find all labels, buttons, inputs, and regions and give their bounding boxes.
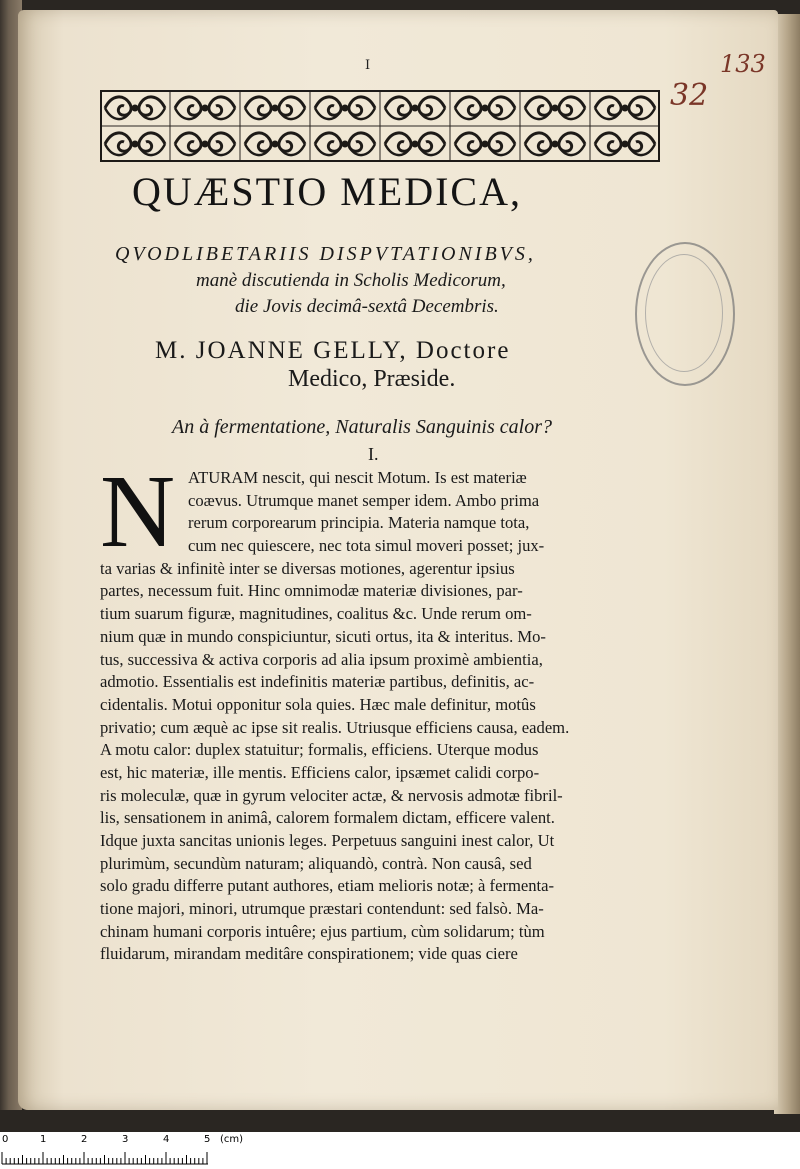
body-text	[100, 467, 660, 966]
body-line: coævus. Utrumque manet semper idem. Ambo prima	[188, 490, 540, 510]
body-line: nium quæ in mundo conspiciuntur, sicuti ortus, ita & interitus. Mo-	[100, 626, 546, 646]
subtitle-line-3: die Jovis decimâ-sextâ Decembris.	[235, 296, 499, 317]
body-line: chinam humani corporis intuêre; ejus partium, cùm solidarum; tùm	[100, 921, 545, 941]
thesis-question: An à fermentatione, Naturalis Sanguinis calor?	[172, 416, 552, 438]
section-number: I.	[368, 444, 379, 464]
body-line: tium suarum figuræ, magnitudines, coalitus &c. Unde rerum om-	[100, 604, 532, 624]
presider-line-1: M. JOANNE GELLY, Doctore	[155, 337, 511, 364]
subtitle-line-1: QVODLIBETARIIS DISPVTATIONIBVS,	[115, 243, 536, 265]
handwritten-annotation: 32	[670, 78, 709, 113]
ornamental-headpiece	[100, 90, 660, 162]
ruler-label: 4	[163, 1134, 170, 1145]
presider-line-2: Medico, Præside.	[288, 366, 456, 392]
scale-ruler	[0, 1132, 800, 1169]
body-line: fluidarum, mirandam meditâre conspirationem; vide quas ciere	[100, 944, 518, 964]
body-line: admotio. Essentialis est indefinitis materiæ partibus, definitis, ac-	[100, 672, 535, 692]
folio-number: I	[365, 58, 371, 73]
handwritten-page-number: 133	[720, 50, 766, 78]
ruler-label: 2	[81, 1134, 88, 1145]
document-title: QUÆSTIO MEDICA,	[132, 169, 522, 214]
body-line: cum nec quiescere, nec tota simul moveri posset; jux-	[188, 536, 545, 556]
drop-cap-initial: N	[100, 454, 176, 569]
body-line: partes, necessum fuit. Hinc omnimodæ materiæ divisiones, par-	[100, 581, 523, 601]
body-line: tus, successiva & activa corporis ad alia ipsum proximè ambientia,	[100, 649, 543, 669]
ruler-ticks	[0, 1150, 260, 1166]
body-line: lis, sensationem in animâ, calorem formalem dictam, efficere valent.	[100, 808, 555, 828]
body-line: solo gradu differre putant authores, etiam melioris notæ; à fermenta-	[100, 876, 555, 896]
body-line: ATURAM nescit, qui nescit Motum. Is est materiæ	[188, 468, 527, 487]
body-line: tione majori, minori, utrumque præstari contendunt: sed falsò. Ma-	[100, 899, 544, 919]
body-line: privatio; cum æquè ac ipse sit realis. Utriusque efficiens causa, eadem.	[100, 717, 570, 737]
body-line: rerum corporearum principia. Materia namque tota,	[188, 513, 530, 533]
ruler-label: 0	[2, 1134, 9, 1145]
body-line: plurimùm, secundùm naturam; aliquandò, contrà. Non causâ, sed	[100, 853, 532, 873]
ruler-label: 3	[122, 1134, 129, 1145]
body-line: Idque juxta sancitas unionis leges. Perpetuus sanguini inest calor, Ut	[100, 831, 555, 850]
ruler-labels	[0, 1134, 260, 1148]
body-line: ris moleculæ, quæ in gyrum velociter actæ, & nervosis admotæ fibril-	[100, 785, 563, 805]
library-stamp	[635, 242, 735, 386]
body-line: A motu calor: duplex statuitur; formalis, efficiens. Uterque modus	[100, 740, 539, 760]
body-line: est, hic materiæ, ille mentis. Efficiens calor, ipsæmet calidi corpo-	[100, 762, 540, 782]
ruler-unit: (cm)	[220, 1134, 244, 1145]
body-line: cidentalis. Motui opponitur sola quies. Hæc male definitur, motûs	[100, 694, 536, 714]
subtitle-line-2: manè discutienda in Scholis Medicorum,	[196, 270, 506, 291]
ruler-label: 5	[204, 1134, 211, 1145]
ruler-label: 1	[40, 1134, 47, 1145]
body-line: ta varias & infinitè inter se diversas motiones, agerentur ipsius	[100, 558, 515, 578]
